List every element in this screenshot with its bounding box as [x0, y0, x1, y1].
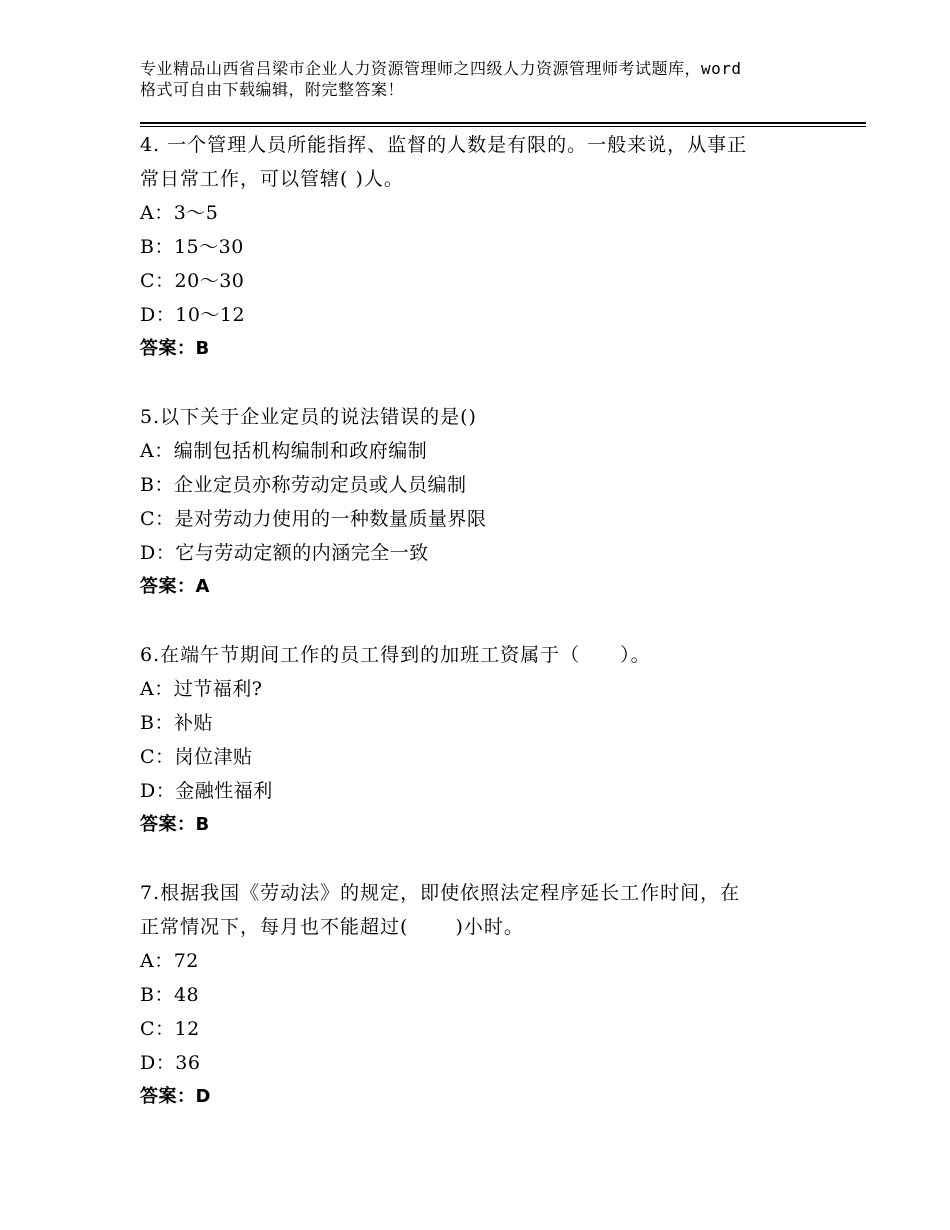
- question-stem-line-1: 5.以下关于企业定员的说法错误的是(): [140, 406, 477, 428]
- answer: 答案：D: [140, 1086, 211, 1107]
- option-a: A：72: [140, 950, 199, 972]
- option-c: C：是对劳动力使用的一种数量质量界限: [140, 508, 487, 530]
- option-d: D：金融性福利: [140, 780, 273, 802]
- question-7: [140, 876, 840, 1114]
- answer: 答案：B: [140, 814, 210, 835]
- answer: 答案：B: [140, 338, 210, 359]
- question-stem-line-1: 6.在端午节期间工作的员工得到的加班工资属于（ ）。: [140, 644, 651, 666]
- option-c: C：岗位津贴: [140, 746, 253, 768]
- question-stem-line-2: 正常情况下，每月也不能超过( )小时。: [140, 916, 524, 938]
- question-5: [140, 400, 840, 604]
- option-a: A：过节福利?: [140, 678, 263, 700]
- option-c: C：12: [140, 1018, 200, 1040]
- question-6: [140, 638, 840, 842]
- header-rule-thin: [140, 126, 866, 127]
- header-line-1: 专业精品山西省吕梁市企业人力资源管理师之四级人力资源管理师考试题库，word: [140, 59, 742, 78]
- option-d: D：36: [140, 1052, 201, 1074]
- header-line-2: 格式可自由下载编辑，附完整答案！: [140, 80, 405, 99]
- answer: 答案：A: [140, 576, 210, 597]
- document-header: [140, 58, 830, 100]
- option-b: B：企业定员亦称劳动定员或人员编制: [140, 474, 467, 496]
- option-c: C：20～30: [140, 270, 245, 292]
- question-4: [140, 128, 840, 366]
- option-d: D：10～12: [140, 304, 246, 326]
- header-rule-thick: [140, 122, 866, 124]
- option-a: A：3～5: [140, 202, 219, 224]
- question-list: [140, 128, 840, 1114]
- option-b: B：15～30: [140, 236, 244, 258]
- option-d: D：它与劳动定额的内涵完全一致: [140, 542, 429, 564]
- option-a: A：编制包括机构编制和政府编制: [140, 440, 428, 462]
- question-stem-line-1: 4. 一个管理人员所能指挥、监督的人数是有限的。一般来说，从事正: [140, 134, 748, 156]
- question-stem-line-2: 常日常工作，可以管辖( )人。: [140, 168, 404, 190]
- option-b: B：48: [140, 984, 200, 1006]
- question-stem-line-1: 7.根据我国《劳动法》的规定，即使依照法定程序延长工作时间，在: [140, 882, 741, 904]
- option-b: B：补贴: [140, 712, 213, 734]
